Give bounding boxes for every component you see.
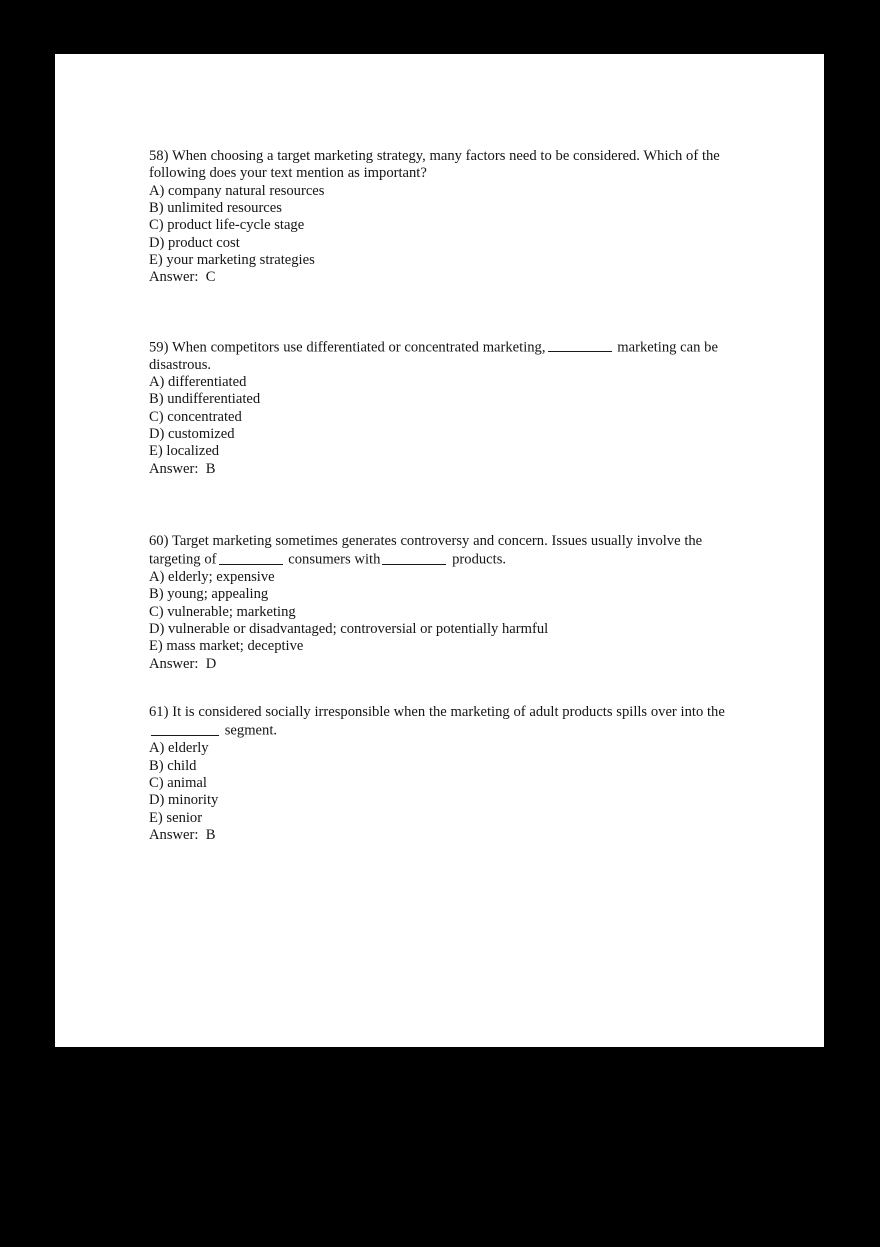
block-spacer [149,673,727,704]
answer-value-58: C [205,269,216,286]
option-58-a: A) company natural resources [149,182,325,199]
option-60-e: E) mass market; deceptive [149,638,304,655]
option-61-c: C) animal [149,774,207,791]
question-number-58: 58) [149,148,169,164]
question-list [149,148,727,844]
answer-value-59: B [205,460,216,477]
question-block-61 [149,704,727,844]
option-60-b: B) young; appealing [149,586,269,603]
option-61-e: E) senior [149,809,203,826]
question-stem-60 [149,533,727,569]
question-stem-59 [149,338,727,374]
question-text-60-part3: products. [452,551,507,568]
block-spacer [149,287,727,338]
option-60-a: A) elderly; expensive [149,569,275,586]
question-block-59 [149,338,727,478]
answer-value-61: B [205,826,216,843]
question-text-58: When choosing a target marketing strategy, many factors need to be considered. Which of the following does your text mention as important? [149,148,720,182]
fill-in-blank [548,338,612,352]
option-61-a: A) elderly [149,740,209,757]
fill-in-blank [382,550,446,564]
question-text-59-part2: marketing can be disastrous. [149,339,718,373]
question-text-59-part1: When competitors use differentiated or concentrated marketing, [171,339,546,356]
question-block-60 [149,533,727,673]
question-block-58 [149,148,727,287]
answer-label-58: Answer: [149,269,199,286]
question-stem-58 [149,148,727,183]
option-58-d: D) product cost [149,234,240,251]
option-59-d: D) customized [149,425,235,442]
option-60-c: C) vulnerable; marketing [149,603,296,620]
question-text-61-part2: segment. [224,722,278,739]
answer-label-61: Answer: [149,826,199,843]
answer-value-60: D [205,655,217,672]
question-stem-61 [149,704,727,740]
answer-label-60: Answer: [149,655,199,672]
fill-in-blank [151,721,219,735]
answer-label-59: Answer: [149,460,199,477]
option-61-b: B) child [149,757,197,774]
option-58-e: E) your marketing strategies [149,252,315,269]
option-59-c: C) concentrated [149,408,242,425]
option-61-d: D) minority [149,792,219,809]
option-59-e: E) localized [149,443,220,460]
question-text-60-part2: consumers with [288,551,381,568]
option-58-c: C) product life-cycle stage [149,217,305,234]
option-60-d: D) vulnerable or disadvantaged; controversial or potentially harmful [149,621,549,638]
paper-sheet [55,54,824,1047]
question-text-61-part1: It is considered socially irresponsible when the marketing of adult products spills over into the [172,704,725,721]
option-59-b: B) undifferentiated [149,391,261,408]
block-spacer [149,478,727,533]
question-number-61: 61) [149,704,169,721]
answer-line-60 [149,656,727,673]
answer-line-61 [149,827,727,844]
question-number-60: 60) [149,532,169,549]
option-59-a: A) differentiated [149,373,247,390]
option-58-b: B) unlimited resources [149,200,282,217]
answer-line-58 [149,269,727,286]
question-text-60-part1: Target marketing sometimes generates controversy and concern. Issues usually involve the targeting of [149,532,703,568]
answer-line-59 [149,461,727,478]
fill-in-blank [219,550,283,564]
question-number-59: 59) [149,339,169,356]
